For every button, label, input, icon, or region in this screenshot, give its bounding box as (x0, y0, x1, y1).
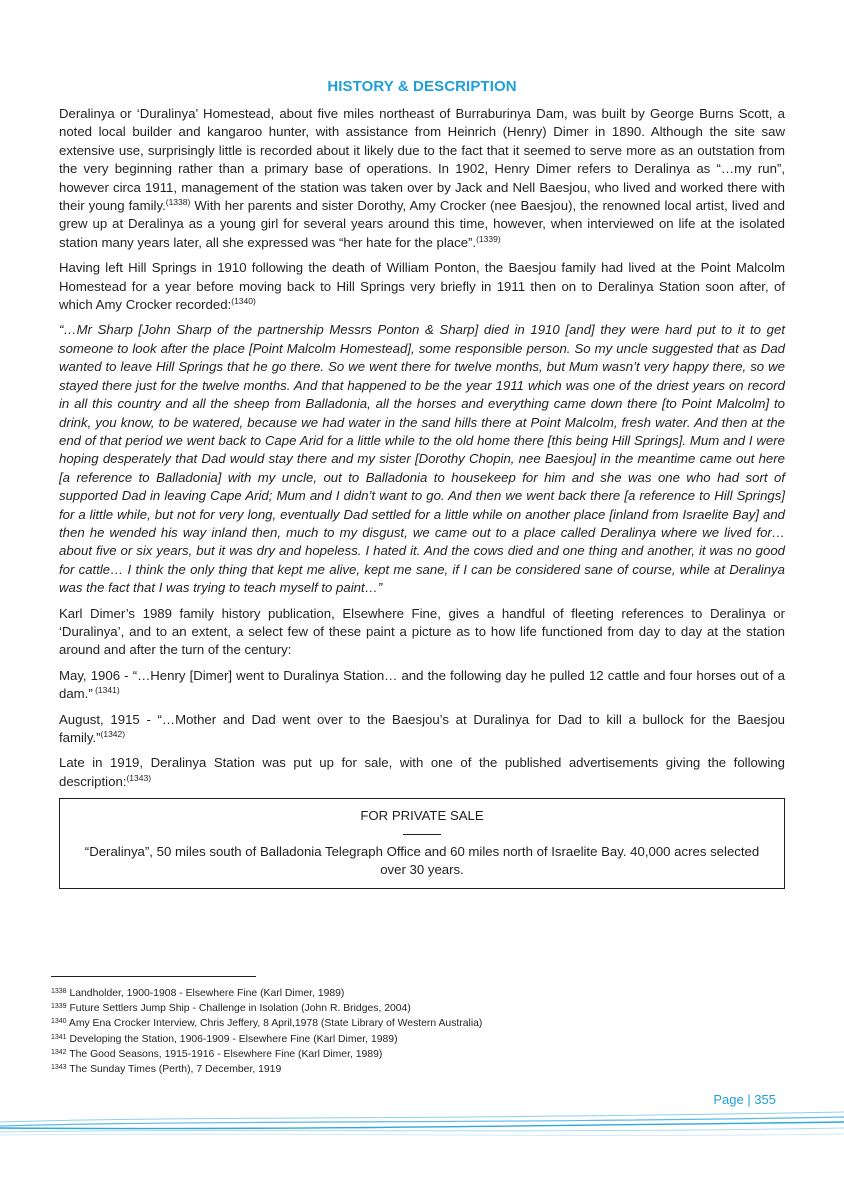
page-body (59, 78, 785, 889)
paragraph-may-1906: May, 1906 - “…Henry [Dimer] went to Duralinya Station… and the following day he pulled 12 cattle and four horses out of a dam.” $^{(1341)}$ (59, 667, 785, 702)
paragraph-sale-1919: Late in 1919, Deralinya Station was put up for sale, with one of the published advertisements giving the following description:$^{(1343)}$ (59, 755, 785, 789)
paragraph-baesjou: Having left Hill Springs in 1910 following the death of William Ponton, the Baesjou family had lived at the Point Malcolm Homestead for a year before moving back to Hill Springs very briefly in 1911 then on to Deralinya Station soon after, of which Amy Crocker recorded:$^{(1340)}$ (59, 260, 785, 313)
decorative-wave-lines (0, 1108, 844, 1148)
footnote-divider (51, 976, 256, 977)
footnote: $^{1343}$ The Sunday Times (Perth), 7 December, 1919 (51, 1064, 282, 1076)
page-number: Page | 355 (713, 1092, 776, 1107)
section-heading: HISTORY & DESCRIPTION (327, 78, 517, 95)
divider (403, 834, 441, 835)
footnote-ref: (1339) (476, 233, 501, 244)
footnote: $^{1339}$ Future Settlers Jump Ship - Challenge in Isolation (John R. Bridges, 2004) (51, 1003, 411, 1015)
footnote-ref: (1343) (126, 772, 152, 783)
quote-amy-crocker: “…Mr Sharp [John Sharp of the partnership Messrs Ponton & Sharp] died in 1910 [and] they were hard put to it to get someone to look after the place [Point Malcolm Homestead], some responsible person. So my uncle suggested that as Dad wanted to leave Hill Springs that he go there. So we went there for twelve months, but Mum wasn’t very happy there, so we stayed there just for the twelve months. And that happened to be the year 1911 which was one of the driest years on record in all this country and all the sheep from Balladonia, all the horses and everything came down there [to Point Malcolm] to drink, you know, to be watered, because we had water in the sand hills there at Point Malcolm, fresh water. And then at the end of that period we went back to Cape Arid for a little while to the old home there [this being Hill Springs]. Mum and I were hoping desperately that Dad would stay there and my sister [Dorothy Chopin, nee Baesjou] in the meantime came out here [a reference to Balladonia] with my uncle, out to Balladonia to housekeep for him and she was one who had sort of supported Dad in leaving Cape Arid; Mum and I didn’t want to go. And then we went back there [a reference to Hill Springs] for a little while, but not for very long, eventually Dad settled for a little while on another place [inland from Israelite Bay] and then he wended his way inland then, much to my disgust, we came out to a place called Deralinya where we lived for… about five or six years, but it was dry and hopeless. I hated it. And the cows died and one thing and another, it was no good for cattle… I think the only thing that kept me alive, kept me sane, if I can be considered sane of course, while at Deralinya was the fact that I was trying to teach myself to paint…” (59, 322, 785, 596)
sale-description: “Deralinya”, 50 miles south of Balladonia Telegraph Office and 60 miles north of Israelite Bay. 40,000 acres selected over 30 years. (84, 843, 760, 878)
footnotes (51, 986, 791, 1077)
sale-title: FOR PRIVATE SALE (360, 808, 484, 824)
footnote-ref: (1340) (231, 296, 256, 307)
footnote: $^{1342}$ The Good Seasons, 1915-1916 - Elsewhere Fine (Karl Dimer, 1989) (51, 1048, 383, 1060)
footnote-ref: (1342) (100, 729, 126, 739)
footnote: $^{1341}$ Developing the Station, 1906-1909 - Elsewhere Fine (Karl Dimer, 1989) (51, 1033, 398, 1045)
paragraph-karl-dimer: Karl Dimer’s 1989 family history publication, Elsewhere Fine, gives a handful of fleeting references to Deralinya or ‘Duralinya’, and to an extent, a select few of these paint a picture as to how life functioned from day to day at the station around and after the turn of the century: (59, 605, 785, 658)
sale-advertisement-box (59, 798, 785, 889)
paragraph-august-1915: August, 1915 - “…Mother and Dad went over to the Baesjou’s at Duralinya for Dad to kill a bullock for the Baesjou family.”$^{(1342)}$ (59, 711, 785, 745)
footnote-ref: (1341) (92, 685, 120, 696)
paragraph-intro: Deralinya or ‘Duralinya’ Homestead, about five miles northeast of Burraburinya Dam, was built by George Burns Scott, a noted local builder and kangaroo hunter, with assistance from Heinrich (Henry) Dimer in 1890. Although the site saw extensive use, surprisingly little is recorded about it likely due to the fact that it seemed to serve more as an outstation from the very beginning rather than a primary base of operations. In 1902, Henry Dimer refers to Deralinya as “…my run”, however circa 1911, management of the station was taken over by Jack and Nell Baesjou, who lived and worked there with their young family.$^{(1338)}$ With her parents and sister Dorothy, Amy Crocker (nee Baesjou), the renowned local artist, lived and grew up at Deralinya as a young girl for several years around this time, however, when interviewed on life at the isolated station many years later, all she expressed was “her hate for the place”.$^{(1339)}$ (59, 106, 785, 250)
footnote-ref: (1338) (165, 197, 191, 208)
footnote: $^{1340}$ Amy Ena Crocker Interview, Chris Jeffery, 8 April,1978 (State Library of Western Australia) (51, 1018, 483, 1030)
footnote: $^{1338}$ Landholder, 1900-1908 - Elsewhere Fine (Karl Dimer, 1989) (51, 988, 345, 999)
